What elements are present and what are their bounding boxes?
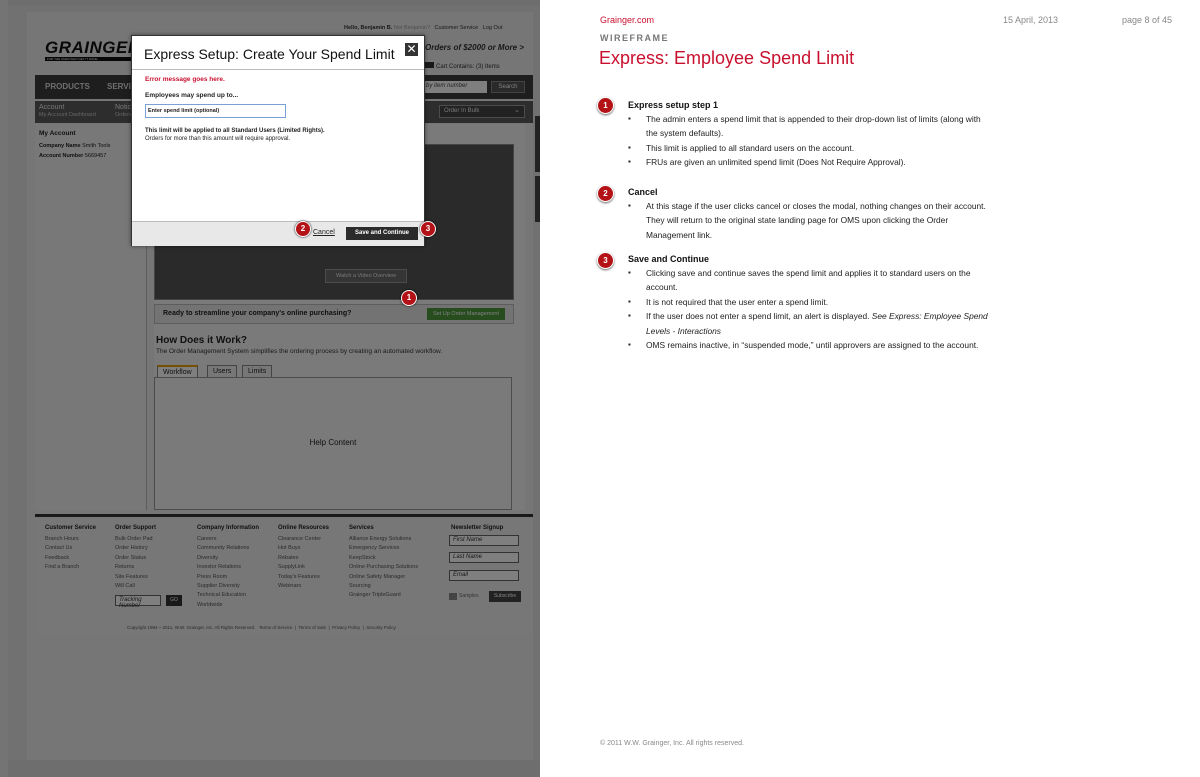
- annotation-title-2: Cancel: [628, 187, 658, 197]
- doc-brand: Grainger.com: [600, 15, 655, 25]
- doc-section-label: WIREFRAME: [600, 33, 669, 43]
- annotation-bullet: [628, 309, 988, 338]
- annotation-bullet: ▪ Clicking save and continue saves the spend limit and applies it to standard users on the account.: [628, 266, 988, 295]
- annotation-marker-2: 2: [295, 221, 311, 237]
- annotation-bullet: ▪ OMS remains inactive, in “suspended mode,” until approvers are assigned to the account.: [628, 338, 988, 352]
- spend-limit-label: Employees may spend up to...: [145, 92, 239, 99]
- doc-title: Express: Employee Spend Limit: [599, 48, 855, 68]
- modal-footer: [132, 221, 424, 246]
- spend-limit-modal: [131, 35, 425, 246]
- annotation-bullets-1: [628, 112, 988, 170]
- modal-title: Express Setup: Create Your Spend Limit: [144, 46, 395, 62]
- annotation-title-3: Save and Continue: [628, 254, 710, 264]
- annotation-badge-2: 2: [597, 185, 614, 202]
- doc-page-number: page 8 of 45: [1122, 15, 1173, 25]
- wireframe-screen: [0, 0, 540, 777]
- spend-limit-note: [145, 127, 415, 143]
- spend-limit-note-bold: This limit will be applied to all Standard Users (Limited Rights).: [145, 128, 325, 134]
- annotation-marker-3: 3: [420, 221, 436, 237]
- modal-divider: [132, 69, 424, 70]
- annotation-bullets-3: [628, 266, 988, 352]
- annotation-document: [540, 0, 1200, 777]
- annotation-bullet: ▪ This limit is applied to all standard users on the account.: [628, 141, 988, 155]
- annotation-badge-3: 3: [597, 252, 614, 269]
- save-and-continue-button[interactable]: Save and Continue: [346, 227, 418, 240]
- annotation-bullet-text: If the user does not enter a spend limit, an alert is displayed.: [646, 311, 870, 322]
- spend-limit-input[interactable]: Enter spend limit (optional): [145, 104, 286, 118]
- annotation-marker-1: 1: [401, 290, 417, 306]
- error-message: Error message goes here.: [145, 76, 225, 83]
- annotation-title-1: Express setup step 1: [628, 100, 719, 110]
- doc-date: 15 April, 2013: [1003, 15, 1059, 25]
- annotation-bullet: ▪ At this stage if the user clicks cancel or closes the modal, nothing changes on their account. They will return to the original state landing page for OMS upon clicking the Order Management link.: [628, 199, 988, 242]
- annotation-badge-1: 1: [597, 97, 614, 114]
- annotation-bullets-2: [628, 199, 988, 242]
- doc-copyright: © 2011 W.W. Grainger, Inc. All rights reserved.: [600, 740, 744, 747]
- annotation-bullet: ▪ The admin enters a spend limit that is appended to their drop-down list of limits (along with the system defaults).: [628, 112, 988, 141]
- annotation-bullet: ▪ FRUs are given an unlimited spend limit (Does Not Require Approval).: [628, 155, 988, 169]
- close-icon[interactable]: ✕: [406, 42, 417, 56]
- spend-limit-note-text: Orders for more than this amount will require approval.: [145, 136, 291, 142]
- cancel-button[interactable]: Cancel: [313, 229, 335, 236]
- annotation-bullet: ▪ It is not required that the user enter a spend limit.: [628, 295, 988, 309]
- see-also-reference: See Express: Employee Spend Levels - Interactions: [646, 311, 988, 336]
